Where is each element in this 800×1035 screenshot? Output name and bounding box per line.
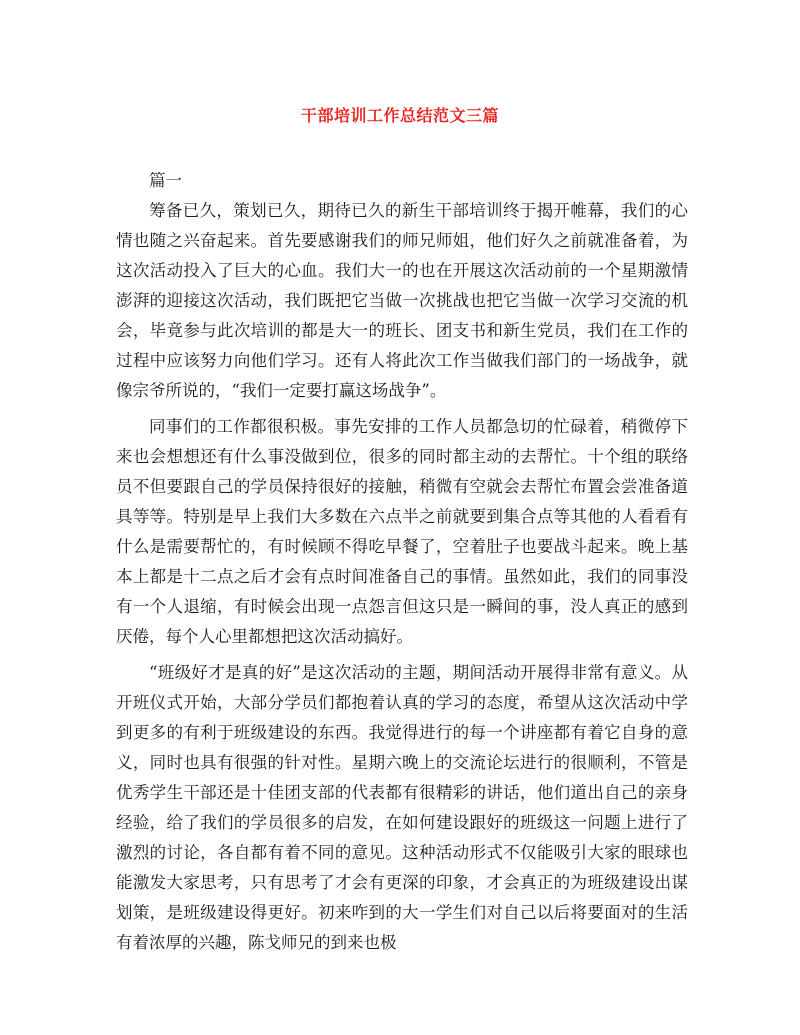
document-body [116, 166, 688, 964]
document-title: 干部培训工作总结范文三篇 [300, 106, 499, 125]
paragraph-1: 筹备已久，策划已久，期待已久的新生干部培训终于揭开帷幕，我们的心情也随之兴奋起来。首先要感谢我们的师兄师姐，他们好久之前就准备着，为这次活动投入了巨大的心血。我们大一的也在开展这次活动前的一个星期激情澎湃的迎接这次活动，我们既把它当做一次挑战也把它当做一次学习交流的机会，毕竟参与此次培训的都是大一的班长、团支书和新生党员，我们在工作的过程中应该努力向他们学习。还有人将此次工作当做我们部门的一场战争，就像宗爷所说的，“我们一定要打赢这场战争”。 [116, 201, 688, 400]
paragraph-3: “班级好才是真的好”是这次活动的主题，期间活动开展得非常有意义。从开班仪式开始，大部分学员们都抱着认真的学习的态度，希望从这次活动中学到更多的有利于班级建设的东西。我觉得进行的每一个讲座都有着它自身的意义，同时也具有很强的针对性。星期六晚上的交流论坛进行的很顺利，不管是优秀学生干部还是十佳团支部的代表都有很精彩的讲话，他们道出自己的亲身经验，给了我们的学员很多的启发，在如何建设跟好的班级这一问题上进行了激烈的讨论，各自都有着不同的意见。这种活动形式不仅能吸引大家的眼球也能激发大家思考，只有思考了才会有更深的印象，才会真正的为班级建设出谋划策，是班级建设得更好。初来咋到的大一学生们对自己以后将要面对的生活有着浓厚的兴趣，陈戈师兄的到来也极 [116, 663, 688, 952]
section-label: 篇一 [149, 171, 182, 190]
paragraph-2: 同事们的工作都很积极。事先安排的工作人员都急切的忙碌着，稍微停下来也会想想还有什么事没做到位，很多的同时都主动的去帮忙。十个组的联络员不但要跟自己的学员保持很好的接触，稍微有空就会去帮忙布置会尝准备道具等等。特别是早上我们大多数在六点半之前就要到集合点等其他的人看看有什么是需要帮忙的，有时候顾不得吃早餐了，空着肚子也要战斗起来。晚上基本上都是十二点之后才会有点时间准备自己的事情。虽然如此，我们的同事没有一个人退缩，有时候会出现一点怨言但这只是一瞬间的事，没人真正的感到厌倦，每个人心里都想把这次活动搞好。 [116, 417, 688, 646]
